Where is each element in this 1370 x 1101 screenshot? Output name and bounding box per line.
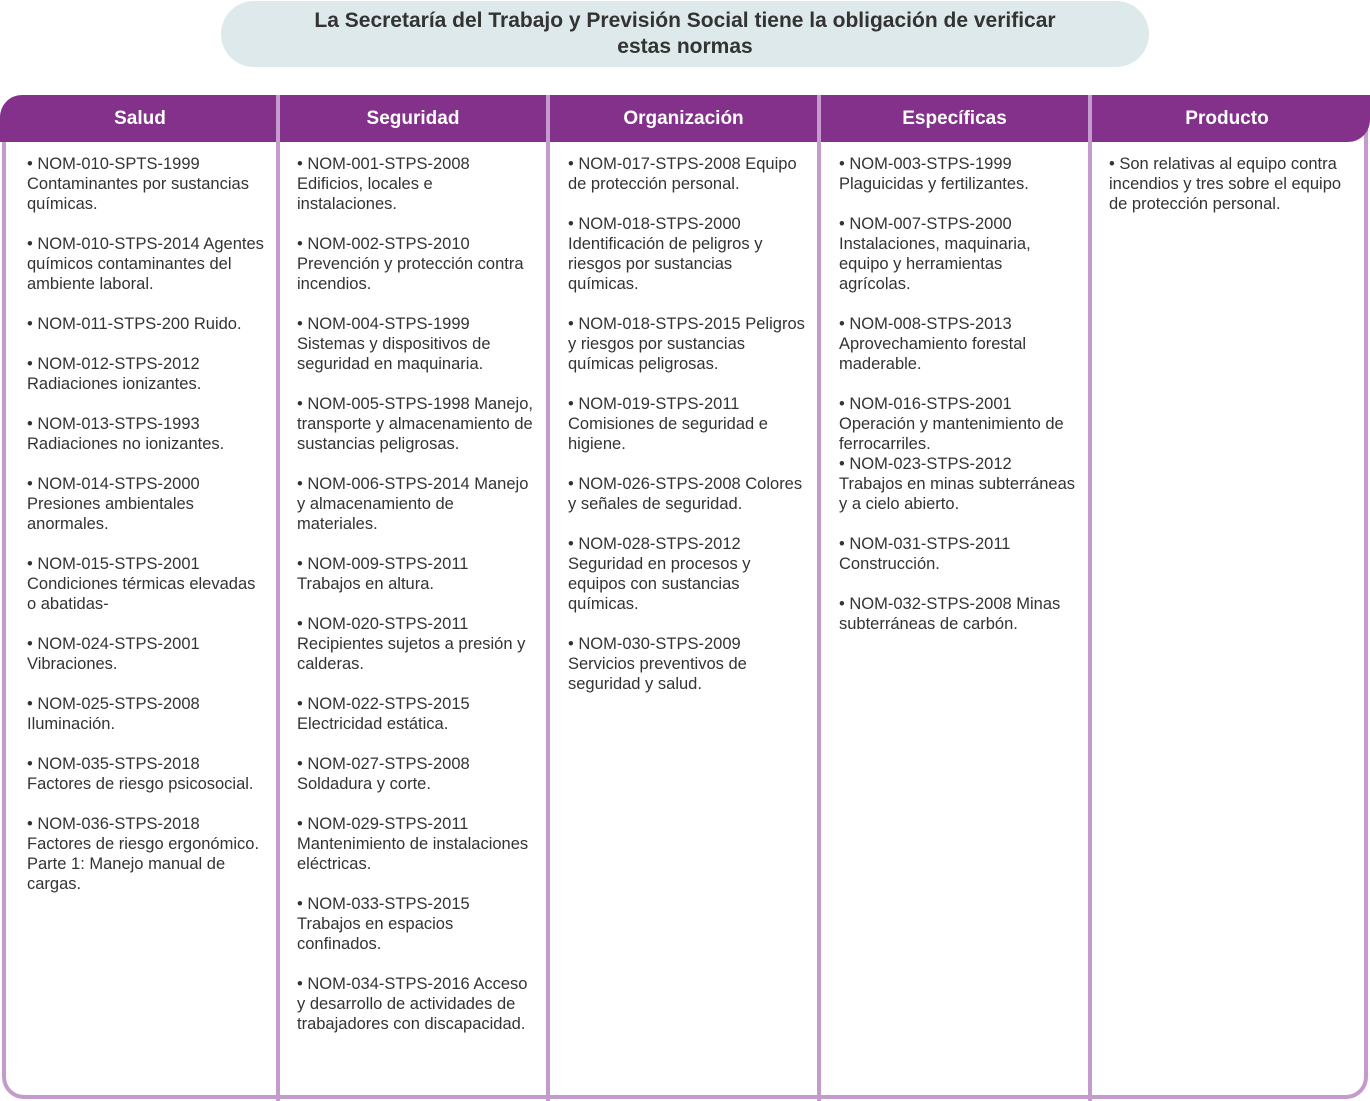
- column-header-especificas: Específicas: [902, 107, 1007, 129]
- list-item: • NOM-033-STPS-2015 Trabajos en espacios confinados.: [297, 895, 470, 953]
- list-item: • NOM-032-STPS-2008 Minas subterráneas de carbón.: [839, 595, 1061, 633]
- list-item: • Son relativas al equipo contra incendios y tres sobre el equipo de protección personal.: [1109, 155, 1342, 213]
- column-header-producto: Producto: [1185, 107, 1269, 129]
- list-item: • NOM-018-STPS-2000 Identificación de peligros y riesgos por sustancias químicas.: [568, 215, 763, 293]
- column-seguridad: [297, 154, 535, 1054]
- list-item: • NOM-019-STPS-2011 Comisiones de seguridad e higiene.: [568, 395, 768, 453]
- list-item: • NOM-031-STPS-2011 Construcción.: [839, 535, 1011, 573]
- list-item: • NOM-028-STPS-2012 Seguridad en procesos y equipos con sustancias químicas.: [568, 535, 751, 613]
- list-item: • NOM-016-STPS-2001 Operación y mantenimiento de ferrocarriles.: [839, 395, 1064, 453]
- list-item: • NOM-026-STPS-2008 Colores y señales de seguridad.: [568, 475, 803, 513]
- list-item: • NOM-018-STPS-2015 Peligros y riesgos por sustancias químicas peligrosas.: [568, 315, 805, 373]
- page-title: La Secretaría del Trabajo y Previsión Social tiene la obligación de verificar estas normas: [314, 9, 1056, 58]
- title-banner: [221, 1, 1149, 67]
- list-item: • NOM-002-STPS-2010 Prevención y protección contra incendios.: [297, 235, 524, 293]
- column-header-salud: Salud: [114, 107, 166, 129]
- column-header-seguridad: Seguridad: [366, 107, 460, 129]
- list-item: • NOM-007-STPS-2000 Instalaciones, maquinaria, equipo y herramientas agrícolas.: [839, 215, 1031, 293]
- list-item: • NOM-022-STPS-2015 Electricidad estática.: [297, 695, 470, 733]
- list-item: • NOM-034-STPS-2016 Acceso y desarrollo de actividades de trabajadores con discapacidad.: [297, 975, 528, 1033]
- column-producto: [1109, 154, 1344, 234]
- column-organizacion: [568, 154, 806, 714]
- list-item: • NOM-027-STPS-2008 Soldadura y corte.: [297, 755, 470, 793]
- list-item: • NOM-023-STPS-2012 Trabajos en minas subterráneas y a cielo abierto.: [839, 455, 1076, 513]
- list-item: • NOM-006-STPS-2014 Manejo y almacenamiento de materiales.: [297, 475, 529, 533]
- column-header-organizacion: Organización: [623, 107, 744, 129]
- list-item: • NOM-004-STPS-1999 Sistemas y dispositivos de seguridad en maquinaria.: [297, 315, 491, 373]
- list-item: • NOM-017-STPS-2008 Equipo de protección personal.: [568, 155, 797, 193]
- list-item: • NOM-009-STPS-2011 Trabajos en altura.: [297, 555, 469, 593]
- column-divider: [276, 95, 280, 1101]
- column-salud: [27, 154, 267, 914]
- column-divider: [817, 95, 821, 1101]
- column-divider: [546, 95, 550, 1101]
- list-item: • NOM-014-STPS-2000 Presiones ambientales anormales.: [27, 475, 200, 533]
- list-item: • NOM-005-STPS-1998 Manejo, transporte y almacenamiento de sustancias peligrosas.: [297, 395, 533, 453]
- list-item: • NOM-025-STPS-2008 Iluminación.: [27, 695, 200, 733]
- list-item: • NOM-013-STPS-1993 Radiaciones no ionizantes.: [27, 415, 225, 453]
- column-especificas: [839, 154, 1077, 654]
- list-item: • NOM-024-STPS-2001 Vibraciones.: [27, 635, 200, 673]
- list-item: • NOM-012-STPS-2012 Radiaciones ionizantes.: [27, 355, 202, 393]
- column-divider: [1088, 95, 1092, 1101]
- list-item: • NOM-010-SPTS-1999 Contaminantes por sustancias químicas.: [27, 155, 249, 213]
- list-item: • NOM-015-STPS-2001 Condiciones térmicas elevadas o abatidas-: [27, 555, 256, 613]
- list-item: • NOM-029-STPS-2011 Mantenimiento de instalaciones eléctricas.: [297, 815, 529, 873]
- list-item: • NOM-008-STPS-2013 Aprovechamiento forestal maderable.: [839, 315, 1027, 373]
- list-item: • NOM-011-STPS-200 Ruido.: [27, 315, 242, 333]
- list-item: • NOM-030-STPS-2009 Servicios preventivos de seguridad y salud.: [568, 635, 747, 693]
- list-item: • NOM-035-STPS-2018 Factores de riesgo psicosocial.: [27, 755, 254, 793]
- list-item: • NOM-001-STPS-2008 Edificios, locales e instalaciones.: [297, 155, 470, 213]
- list-item: • NOM-036-STPS-2018 Factores de riesgo ergonómico. Parte 1: Manejo manual de cargas.: [27, 815, 260, 893]
- list-item: • NOM-020-STPS-2011 Recipientes sujetos a presión y calderas.: [297, 615, 526, 673]
- list-item: • NOM-003-STPS-1999 Plaguicidas y fertilizantes.: [839, 155, 1029, 193]
- list-item: • NOM-010-STPS-2014 Agentes químicos contaminantes del ambiente laboral.: [27, 235, 264, 293]
